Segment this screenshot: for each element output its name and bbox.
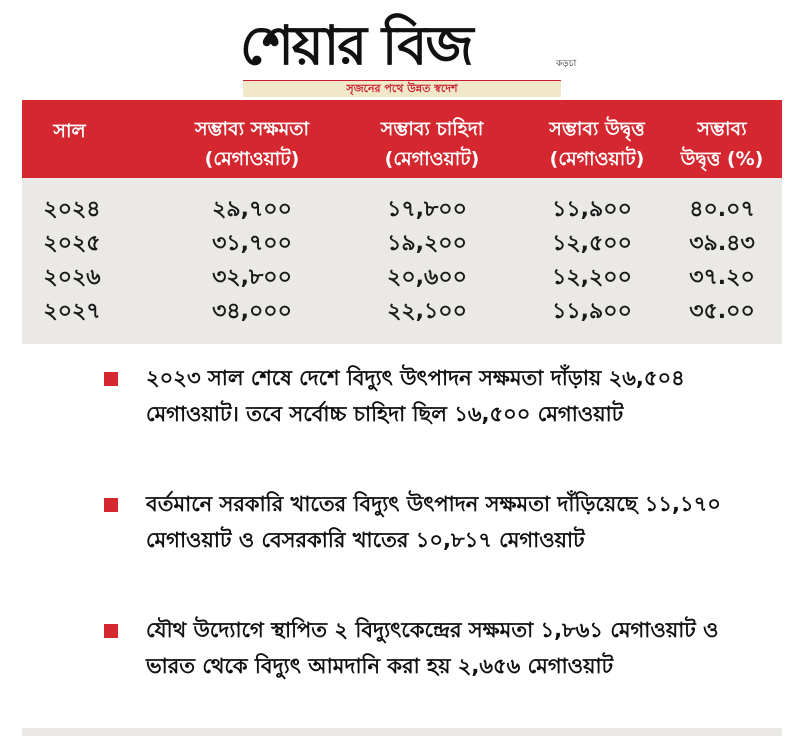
cell-surplus: ১২,৫০০ <box>552 231 632 256</box>
cell-surplus-pct: ৩৭.২০ <box>689 265 755 290</box>
cell-demand: ২০,৬০০ <box>387 265 467 290</box>
table-row <box>22 296 782 328</box>
cell-surplus: ১২,২০০ <box>552 265 632 290</box>
footer-divider <box>22 728 782 736</box>
cell-demand: ১৭,৮০০ <box>387 197 467 222</box>
cell-year: ২০২৫ <box>43 231 101 256</box>
cell-demand: ২২,১০০ <box>387 299 467 324</box>
bullet-square-icon <box>104 372 118 386</box>
table-row <box>22 262 782 294</box>
col-header-surplus-pct: সম্ভাব্য উদ্বৃত্ত (%) <box>680 118 764 170</box>
cell-capacity: ৩৪,০০০ <box>212 299 292 324</box>
col-header-capacity: সম্ভাব্য সক্ষমতা (মেগাওয়াট) <box>194 118 310 170</box>
bullet-square-icon <box>104 624 118 638</box>
cell-surplus-pct: ৩৯.৪৩ <box>689 231 755 256</box>
col-header-surplus: সম্ভাব্য উদ্বৃত্ত (মেগাওয়াট) <box>549 118 645 170</box>
cell-surplus: ১১,৯০০ <box>552 299 632 324</box>
tagline: সৃজনের পথে উন্নত স্বদেশ <box>243 80 561 97</box>
masthead <box>0 0 806 100</box>
cell-capacity: ৩১,৭০০ <box>212 231 292 256</box>
cell-surplus-pct: ৩৫.০০ <box>689 299 755 324</box>
table-row <box>22 194 782 226</box>
table-row <box>22 228 782 260</box>
cell-surplus-pct: ৪০.০৭ <box>689 197 755 222</box>
col-header-year: সাল <box>53 120 86 142</box>
cell-demand: ১৯,২০০ <box>387 231 467 256</box>
col-header-demand: সম্ভাব্য চাহিদা (মেগাওয়াট) <box>380 118 484 170</box>
cell-capacity: ২৯,৭০০ <box>212 197 292 222</box>
table-body <box>22 178 782 344</box>
bullet-text: যৌথ উদ্যোগে স্থাপিত ২ বিদ্যুৎকেন্দ্রের সক্ষমতা ১,৮৬১ মেগাওয়াট ও ভারত থেকে বিদ্যুৎ আমদানি করা হয় ২,৬৫৬ মেগাওয়াট <box>146 618 719 678</box>
logo-sub: কড়চা <box>556 59 577 69</box>
cell-year: ২০২৭ <box>43 299 101 324</box>
bullet-square-icon <box>104 498 118 512</box>
cell-year: ২০২৪ <box>43 197 101 222</box>
cell-capacity: ৩২,৮০০ <box>212 265 292 290</box>
logo-text: শেয়ার বিজ <box>240 13 472 77</box>
cell-year: ২০২৬ <box>43 265 101 290</box>
cell-surplus: ১১,৯০০ <box>552 197 632 222</box>
bullet-text: বর্তমানে সরকারি খাতের বিদ্যুৎ উৎপাদন সক্ষমতা দাঁড়িয়েছে ১১,১৭০ মেগাওয়াট ও বেসরকারি খাতের ১০,৮১৭ মেগাওয়াট <box>146 492 721 552</box>
table-header <box>22 100 782 178</box>
bullet-text: ২০২৩ সাল শেষে দেশে বিদ্যুৎ উৎপাদন সক্ষমতা দাঁড়ায় ২৬,৫০৪ মেগাওয়াট। তবে সর্বোচ্চ চাহিদা ছিল ১৬,৫০০ মেগাওয়াট <box>146 366 685 426</box>
